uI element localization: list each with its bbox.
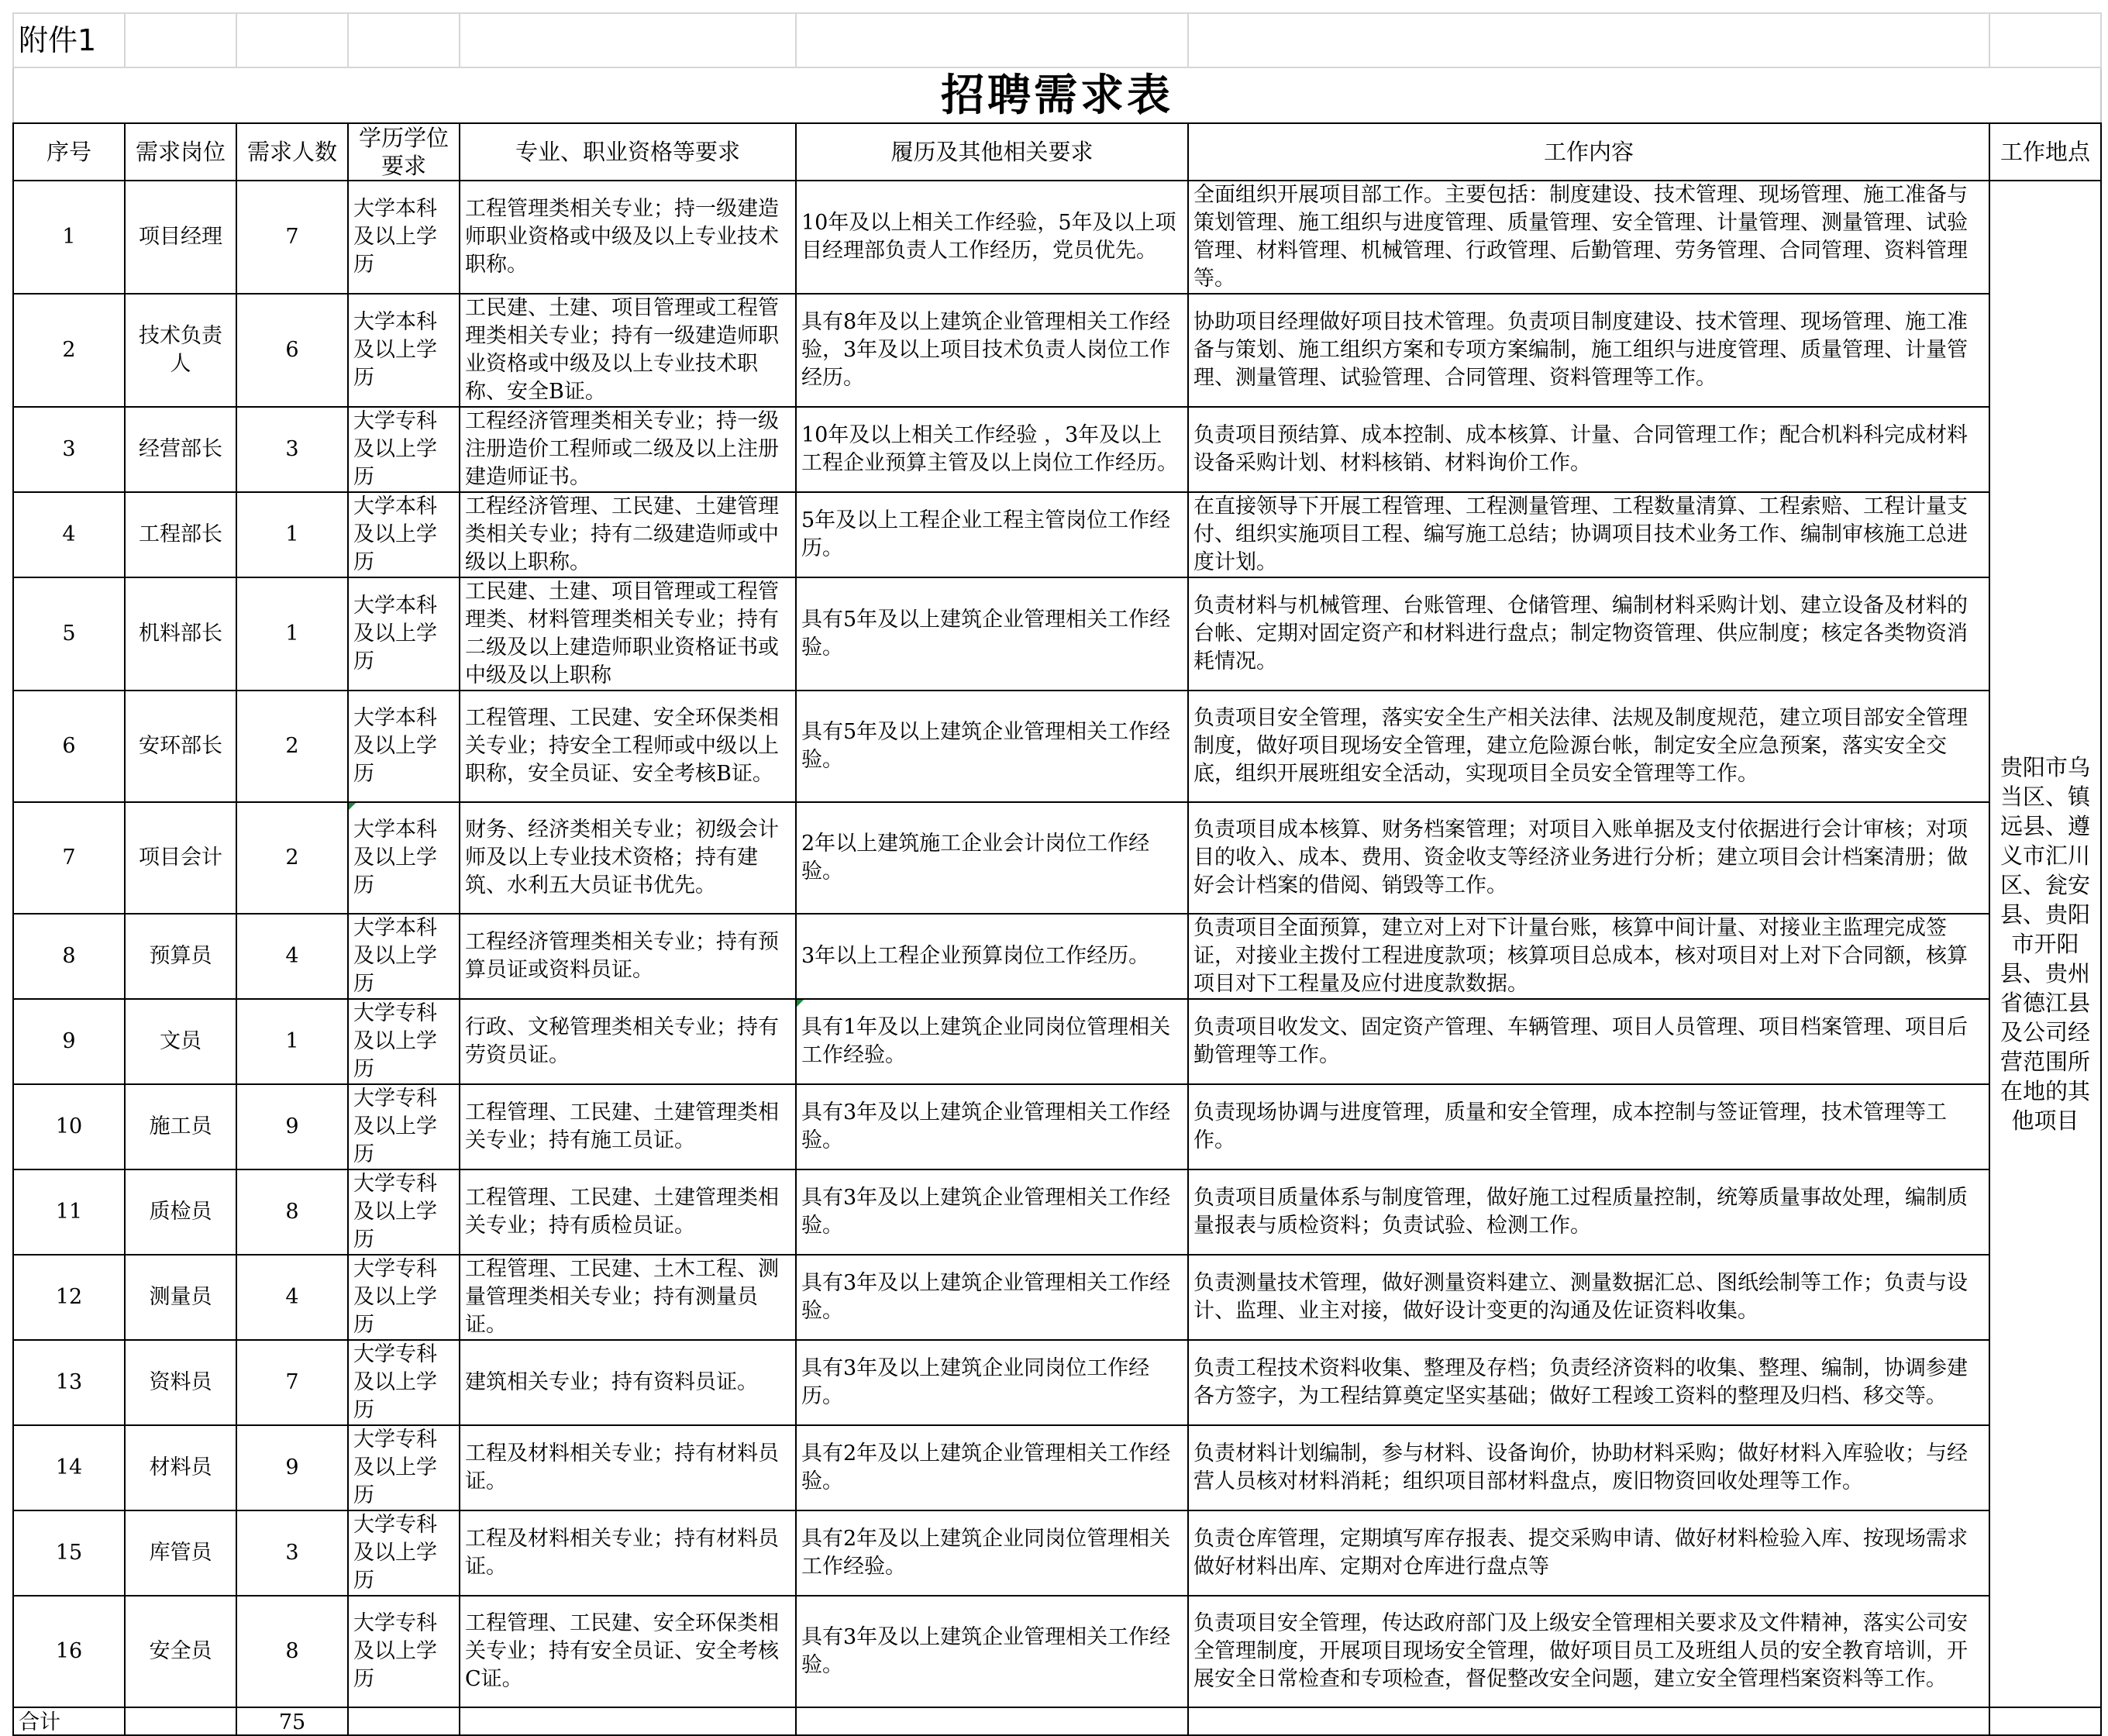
cell-count: 4: [236, 914, 348, 999]
empty-cell: [796, 1707, 1188, 1735]
cell-qualification: 工程管理、工民建、安全环保类相关专业；持安全工程师或中级以上职称，安全员证、安全考核B证。: [460, 691, 796, 802]
cell-position: 机料部长: [125, 577, 236, 691]
cell-count: 7: [236, 1340, 348, 1425]
cell-position: 材料员: [125, 1425, 236, 1510]
cell-education: 大学本科及以上学历: [348, 577, 460, 691]
cell-count: 2: [236, 802, 348, 914]
cell-education: 大学本科及以上学历: [348, 492, 460, 577]
table-row: [13, 407, 2101, 492]
total-label: 合计: [13, 1707, 125, 1735]
cell-no: 2: [13, 294, 125, 407]
cell-qualification: 工程管理、工民建、土建管理类相关专业；持有施工员证。: [460, 1084, 796, 1169]
table-row: [13, 1425, 2101, 1510]
table-row: [13, 492, 2101, 577]
cell-duties: 负责工程技术资料收集、整理及存档；负责经济资料的收集、整理、编制，协调参建各方签字，为工程结算奠定坚实基础；做好工程竣工资料的整理及归档、移交等。: [1188, 1340, 1989, 1425]
cell-no: 10: [13, 1084, 125, 1169]
cell-education: 大学专科及以上学历: [348, 1340, 460, 1425]
cell-count: 1: [236, 492, 348, 577]
header-location: 工作地点: [1989, 123, 2101, 181]
empty-cell: [125, 1707, 236, 1735]
cell-position: 测量员: [125, 1255, 236, 1340]
cell-education: 大学本科及以上学历: [348, 181, 460, 294]
cell-count: 9: [236, 1084, 348, 1169]
cell-position: 施工员: [125, 1084, 236, 1169]
cell-position: 库管员: [125, 1510, 236, 1596]
header-education: 学历学位要求: [348, 123, 460, 181]
cell-count: 1: [236, 999, 348, 1084]
cell-experience: 5年及以上工程企业工程主管岗位工作经历。: [796, 492, 1188, 577]
cell-qualification: 工程管理、工民建、土建管理类相关专业；持有质检员证。: [460, 1169, 796, 1255]
header-experience: 履历及其他相关要求: [796, 123, 1188, 181]
cell-position: 经营部长: [125, 407, 236, 492]
cell-count: 4: [236, 1255, 348, 1340]
cell-duties: 在直接领导下开展工程管理、工程测量管理、工程数量清算、工程索赔、工程计量支付、组织实施项目工程、编写施工总结；协调项目技术业务工作、编制审核施工总进度计划。: [1188, 492, 1989, 577]
cell-count: 8: [236, 1596, 348, 1707]
table-row: [13, 1169, 2101, 1255]
cell-duties: 负责项目质量体系与制度管理，做好施工过程质量控制，统筹质量事故处理，编制质量报表与质检资料；负责试验、检测工作。: [1188, 1169, 1989, 1255]
cell-education: 大学专科及以上学历: [348, 1596, 460, 1707]
cell-duties: 负责项目全面预算，建立对上对下计量台账，核算中间计量、对接业主监理完成签证，对接业主拨付工程进度款项；核算项目总成本，核对项目对上对下合同额，核算项目对下工程量及应付进度款数据。: [1188, 914, 1989, 999]
cell-education: 大学专科及以上学历: [348, 1255, 460, 1340]
cell-experience: 具有3年及以上建筑企业同岗位工作经历。: [796, 1340, 1188, 1425]
cell-education: 大学专科及以上学历: [348, 1510, 460, 1596]
cell-position: 文员: [125, 999, 236, 1084]
cell-position: 技术负责人: [125, 294, 236, 407]
cell-no: 8: [13, 914, 125, 999]
attachment-label: 附件1: [13, 13, 125, 67]
recruitment-table: [12, 12, 2102, 1736]
empty-cell: [1188, 1707, 1989, 1735]
cell-count: 3: [236, 407, 348, 492]
cell-no: 7: [13, 802, 125, 914]
empty-cell: [796, 13, 1188, 67]
cell-no: 3: [13, 407, 125, 492]
cell-count: 9: [236, 1425, 348, 1510]
cell-experience: 具有3年及以上建筑企业管理相关工作经验。: [796, 1169, 1188, 1255]
cell-education: 大学本科及以上学历: [348, 691, 460, 802]
cell-qualification: 工程管理、工民建、安全环保类相关专业；持有安全员证、安全考核C证。: [460, 1596, 796, 1707]
cell-qualification: 工程经济管理类相关专业；持一级注册造价工程师或二级及以上注册建造师证书。: [460, 407, 796, 492]
empty-cell: [1989, 1707, 2101, 1735]
total-row: [13, 1707, 2101, 1735]
cell-duties: 负责项目安全管理，传达政府部门及上级安全管理相关要求及文件精神，落实公司安全管理制度，开展项目现场安全管理，做好项目员工及班组人员的安全教育培训，开展安全日常检查和专项检查，督促整改安全问题，建立安全管理档案资料等工作。: [1188, 1596, 1989, 1707]
header-qualification: 专业、职业资格等要求: [460, 123, 796, 181]
header-position: 需求岗位: [125, 123, 236, 181]
empty-cell: [460, 1707, 796, 1735]
empty-cell: [460, 13, 796, 67]
empty-cell: [125, 13, 236, 67]
empty-cell: [348, 1707, 460, 1735]
cell-no: 16: [13, 1596, 125, 1707]
table-row: [13, 577, 2101, 691]
cell-duties: 负责材料计划编制，参与材料、设备询价，协助材料采购；做好材料入库验收；与经营人员核对材料消耗；组织项目部材料盘点，废旧物资回收处理等工作。: [1188, 1425, 1989, 1510]
table-row: [13, 294, 2101, 407]
cell-experience: 具有2年及以上建筑企业同岗位管理相关工作经验。: [796, 1510, 1188, 1596]
cell-position: 预算员: [125, 914, 236, 999]
cell-qualification: 工程及材料相关专业；持有材料员证。: [460, 1510, 796, 1596]
cell-experience: 具有5年及以上建筑企业管理相关工作经验。: [796, 691, 1188, 802]
cell-qualification: 财务、经济类相关专业；初级会计师及以上专业技术资格；持有建筑、水利五大员证书优先。: [460, 802, 796, 914]
cell-experience: 10年及以上相关工作经验，5年及以上项目经理部负责人工作经历，党员优先。: [796, 181, 1188, 294]
cell-position: 项目会计: [125, 802, 236, 914]
cell-no: 13: [13, 1340, 125, 1425]
cell-qualification: 行政、文秘管理类相关专业；持有劳资员证。: [460, 999, 796, 1084]
cell-experience: 具有3年及以上建筑企业管理相关工作经验。: [796, 1084, 1188, 1169]
cell-no: 14: [13, 1425, 125, 1510]
cell-no: 11: [13, 1169, 125, 1255]
cell-duties: 负责材料与机械管理、台账管理、仓储管理、编制材料采购计划、建立设备及材料的台帐、定期对固定资产和材料进行盘点；制定物资管理、供应制度；核定各类物资消耗情况。: [1188, 577, 1989, 691]
empty-cell: [1989, 13, 2101, 67]
cell-no: 15: [13, 1510, 125, 1596]
header-row: [13, 123, 2101, 181]
table-row: [13, 691, 2101, 802]
cell-education: 大学专科及以上学历: [348, 1169, 460, 1255]
cell-duties: 负责项目预结算、成本控制、成本核算、计量、合同管理工作；配合机料科完成材料设备采购计划、材料核销、材料询价工作。: [1188, 407, 1989, 492]
cell-duties: 负责现场协调与进度管理，质量和安全管理，成本控制与签证管理，技术管理等工作。: [1188, 1084, 1989, 1169]
table-row: [13, 1084, 2101, 1169]
cell-qualification: 工程管理类相关专业；持一级建造师职业资格或中级及以上专业技术职称。: [460, 181, 796, 294]
cell-no: 1: [13, 181, 125, 294]
cell-count: 8: [236, 1169, 348, 1255]
cell-count: 2: [236, 691, 348, 802]
empty-cell: [1188, 13, 1989, 67]
header-duties: 工作内容: [1188, 123, 1989, 181]
cell-position: 安环部长: [125, 691, 236, 802]
cell-qualification: 工民建、土建、项目管理或工程管理类相关专业；持有一级建造师职业资格或中级及以上专业技术职称、安全B证。: [460, 294, 796, 407]
cell-education: 大学专科及以上学历: [348, 999, 460, 1084]
table-row: [13, 1340, 2101, 1425]
cell-experience: 10年及以上相关工作经验 ，3年及以上工程企业预算主管及以上岗位工作经历。: [796, 407, 1188, 492]
cell-position: 安全员: [125, 1596, 236, 1707]
cell-education: 大学本科及以上学历: [348, 914, 460, 999]
cell-qualification: 工程经济管理、工民建、土建管理类相关专业；持有二级建造师或中级以上职称。: [460, 492, 796, 577]
cell-position: 资料员: [125, 1340, 236, 1425]
cell-no: 9: [13, 999, 125, 1084]
cell-location: 贵阳市乌当区、镇远县、遵义市汇川区、瓮安县、贵阳市开阳县、贵州省德江县及公司经营范围所在地的其他项目: [1989, 181, 2101, 1707]
cell-education: 大学专科及以上学历: [348, 1084, 460, 1169]
cell-experience: 3年以上工程企业预算岗位工作经历。: [796, 914, 1188, 999]
empty-cell: [348, 13, 460, 67]
header-count: 需求人数: [236, 123, 348, 181]
cell-count: 3: [236, 1510, 348, 1596]
empty-cell: [236, 13, 348, 67]
cell-qualification: 工程经济管理类相关专业；持有预算员证或资料员证。: [460, 914, 796, 999]
cell-education: 大学本科及以上学历: [348, 294, 460, 407]
cell-position: 工程部长: [125, 492, 236, 577]
cell-no: 6: [13, 691, 125, 802]
cell-duties: 全面组织开展项目部工作。主要包括：制度建设、技术管理、现场管理、施工准备与策划管理、施工组织与进度管理、质量管理、安全管理、计量管理、测量管理、试验管理、材料管理、机械管理、行政管理、后勤管理、劳务管理、合同管理、资料管理等。: [1188, 181, 1989, 294]
cell-qualification: 工程及材料相关专业；持有材料员证。: [460, 1425, 796, 1510]
cell-experience: 具有2年及以上建筑企业管理相关工作经验。: [796, 1425, 1188, 1510]
page-title: 招聘需求表: [13, 67, 2101, 123]
cell-no: 5: [13, 577, 125, 691]
total-count: 75: [236, 1707, 348, 1735]
cell-experience: 2年以上建筑施工企业会计岗位工作经验。: [796, 802, 1188, 914]
cell-qualification: 工程管理、工民建、土木工程、测量管理类相关专业；持有测量员证。: [460, 1255, 796, 1340]
table-row: [13, 802, 2101, 914]
cell-position: 项目经理: [125, 181, 236, 294]
cell-duties: 负责项目收发文、固定资产管理、车辆管理、项目人员管理、项目档案管理、项目后勤管理等工作。: [1188, 999, 1989, 1084]
header-no: 序号: [13, 123, 125, 181]
cell-duties: 负责项目安全管理，落实安全生产相关法律、法规及制度规范，建立项目部安全管理制度，做好项目现场安全管理，建立危险源台帐，制定安全应急预案，落实安全交底，组织开展班组安全活动，实现项目全员安全管理等工作。: [1188, 691, 1989, 802]
cell-education: 大学专科及以上学历: [348, 407, 460, 492]
cell-count: 7: [236, 181, 348, 294]
cell-duties: 负责仓库管理，定期填写库存报表、提交采购申请、做好材料检验入库、按现场需求做好材料出库、定期对仓库进行盘点等: [1188, 1510, 1989, 1596]
table-row: [13, 1255, 2101, 1340]
table-row: [13, 999, 2101, 1084]
cell-no: 4: [13, 492, 125, 577]
cell-no: 12: [13, 1255, 125, 1340]
cell-education: 大学本科及以上学历: [348, 802, 460, 914]
table-row: [13, 914, 2101, 999]
cell-education: 大学专科及以上学历: [348, 1425, 460, 1510]
cell-position: 质检员: [125, 1169, 236, 1255]
cell-experience: 具有1年及以上建筑企业同岗位管理相关工作经验。: [796, 999, 1188, 1084]
cell-count: 1: [236, 577, 348, 691]
table-row: [13, 1510, 2101, 1596]
cell-experience: 具有3年及以上建筑企业管理相关工作经验。: [796, 1255, 1188, 1340]
table-row: [13, 1596, 2101, 1707]
cell-duties: 负责项目成本核算、财务档案管理；对项目入账单据及支付依据进行会计审核；对项目的收入、成本、费用、资金收支等经济业务进行分析；建立项目会计档案清册；做好会计档案的借阅、销毁等工作。: [1188, 802, 1989, 914]
cell-qualification: 工民建、土建、项目管理或工程管理类、材料管理类相关专业；持有二级及以上建造师职业资格证书或中级及以上职称: [460, 577, 796, 691]
cell-qualification: 建筑相关专业；持有资料员证。: [460, 1340, 796, 1425]
table-row: [13, 181, 2101, 294]
cell-duties: 负责测量技术管理，做好测量资料建立、测量数据汇总、图纸绘制等工作；负责与设计、监理、业主对接，做好设计变更的沟通及佐证资料收集。: [1188, 1255, 1989, 1340]
cell-count: 6: [236, 294, 348, 407]
cell-experience: 具有5年及以上建筑企业管理相关工作经验。: [796, 577, 1188, 691]
cell-experience: 具有8年及以上建筑企业管理相关工作经验，3年及以上项目技术负责人岗位工作经历。: [796, 294, 1188, 407]
cell-experience: 具有3年及以上建筑企业管理相关工作经验。: [796, 1596, 1188, 1707]
cell-duties: 协助项目经理做好项目技术管理。负责项目制度建设、技术管理、现场管理、施工准备与策划、施工组织方案和专项方案编制，施工组织与进度管理、质量管理、计量管理、测量管理、试验管理、合同管理、资料管理等工作。: [1188, 294, 1989, 407]
